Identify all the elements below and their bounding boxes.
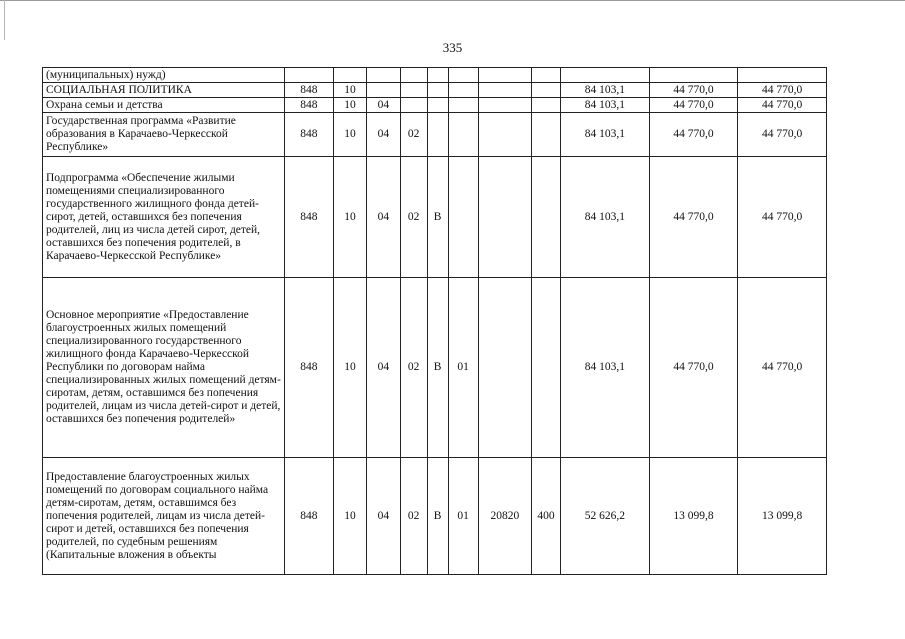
scan-edge-left [4, 0, 5, 40]
amount-year-3: 44 770,0 [738, 157, 827, 278]
code-subsection: 04 [367, 98, 400, 113]
amount-year-2: 44 770,0 [649, 98, 738, 113]
code-expense-type [531, 98, 560, 113]
row-name: Предоставление благоустроенных жилых помещений по договорам социального найма детям-сиротам, детям, оставшимся без попечения родителей, лицам из числа детей-сирот и детей, оставшихся без попечения родителей, по судебным решениям (Капитальные вложения в объекты [43, 458, 285, 575]
row-name: (муниципальных) нужд) [43, 68, 285, 83]
code-direction [478, 113, 531, 157]
code-subsection [367, 83, 400, 98]
table-row [43, 113, 827, 157]
table-row [43, 68, 827, 83]
amount-year-3: 44 770,0 [738, 98, 827, 113]
amount-year-1: 84 103,1 [561, 113, 650, 157]
code-subsection: 04 [367, 113, 400, 157]
amount-year-1: 84 103,1 [561, 157, 650, 278]
code-program: 02 [400, 278, 427, 458]
amount-year-2: 44 770,0 [649, 83, 738, 98]
code-activity: 01 [448, 458, 478, 575]
code-activity [448, 98, 478, 113]
code-activity [448, 113, 478, 157]
code-ministry: 848 [284, 157, 333, 278]
amount-year-3: 44 770,0 [738, 113, 827, 157]
code-direction [478, 83, 531, 98]
code-activity [448, 157, 478, 278]
scan-edge-top [0, 0, 905, 6]
amount-year-3: 13 099,8 [738, 458, 827, 575]
row-name: Основное мероприятие «Предоставление благоустроенных жилых помещений специализированного государственного жилищного фонда Карачаево-Черкесской Республики по договорам найма специализированных жилых помещений детям-сиротам, детям, оставшимся без попечения родителей, лицам из числа детей-сирот и детей, оставшихся без попечения родителей» [43, 278, 285, 458]
code-subprogram [427, 98, 448, 113]
code-expense-type [531, 68, 560, 83]
code-subsection: 04 [367, 278, 400, 458]
amount-year-2: 44 770,0 [649, 157, 738, 278]
code-program: 02 [400, 113, 427, 157]
code-subprogram: В [427, 157, 448, 278]
code-ministry: 848 [284, 113, 333, 157]
row-name: СОЦИАЛЬНАЯ ПОЛИТИКА [43, 83, 285, 98]
code-expense-type [531, 157, 560, 278]
table-row [43, 157, 827, 278]
row-name: Подпрограмма «Обеспечение жилыми помещениями специализированного государственного жилищного фонда детей-сирот, детей, оставшихся без попечения родителей, лиц из числа детей сирот, детей, оставшихся без попечения родителей, в Карачаево-Черкесской Республике» [43, 157, 285, 278]
table-row [43, 98, 827, 113]
code-subprogram [427, 113, 448, 157]
code-activity: 01 [448, 278, 478, 458]
table-row [43, 278, 827, 458]
code-subprogram [427, 68, 448, 83]
budget-table [42, 67, 827, 575]
code-expense-type [531, 278, 560, 458]
page-number: 335 [442, 40, 463, 55]
amount-year-2: 44 770,0 [649, 113, 738, 157]
amount-year-1: 84 103,1 [561, 98, 650, 113]
code-program [400, 83, 427, 98]
amount-year-2: 44 770,0 [649, 278, 738, 458]
code-section: 10 [333, 278, 366, 458]
code-section: 10 [333, 83, 366, 98]
code-ministry: 848 [284, 458, 333, 575]
code-direction: 20820 [478, 458, 531, 575]
code-activity [448, 83, 478, 98]
code-subprogram [427, 83, 448, 98]
code-section [333, 68, 366, 83]
code-subprogram: В [427, 458, 448, 575]
table-row [43, 83, 827, 98]
amount-year-1: 84 103,1 [561, 83, 650, 98]
code-section: 10 [333, 113, 366, 157]
code-direction [478, 278, 531, 458]
code-ministry: 848 [284, 98, 333, 113]
amount-year-2 [649, 68, 738, 83]
amount-year-2: 13 099,8 [649, 458, 738, 575]
code-section: 10 [333, 458, 366, 575]
code-program [400, 68, 427, 83]
code-subsection [367, 68, 400, 83]
amount-year-1 [561, 68, 650, 83]
code-activity [448, 68, 478, 83]
code-direction [478, 68, 531, 83]
code-expense-type [531, 83, 560, 98]
row-name: Государственная программа «Развитие образования в Карачаево-Черкесской Республике» [43, 113, 285, 157]
table-row [43, 458, 827, 575]
code-subprogram: В [427, 278, 448, 458]
amount-year-1: 84 103,1 [561, 278, 650, 458]
code-expense-type: 400 [531, 458, 560, 575]
code-program [400, 98, 427, 113]
code-direction [478, 98, 531, 113]
code-ministry: 848 [284, 83, 333, 98]
code-section: 10 [333, 157, 366, 278]
amount-year-1: 52 626,2 [561, 458, 650, 575]
code-ministry [284, 68, 333, 83]
code-direction [478, 157, 531, 278]
code-subsection: 04 [367, 458, 400, 575]
code-program: 02 [400, 458, 427, 575]
row-name: Охрана семьи и детства [43, 98, 285, 113]
amount-year-3: 44 770,0 [738, 278, 827, 458]
amount-year-3: 44 770,0 [738, 83, 827, 98]
code-ministry: 848 [284, 278, 333, 458]
code-expense-type [531, 113, 560, 157]
code-subsection: 04 [367, 157, 400, 278]
code-program: 02 [400, 157, 427, 278]
code-section: 10 [333, 98, 366, 113]
amount-year-3 [738, 68, 827, 83]
